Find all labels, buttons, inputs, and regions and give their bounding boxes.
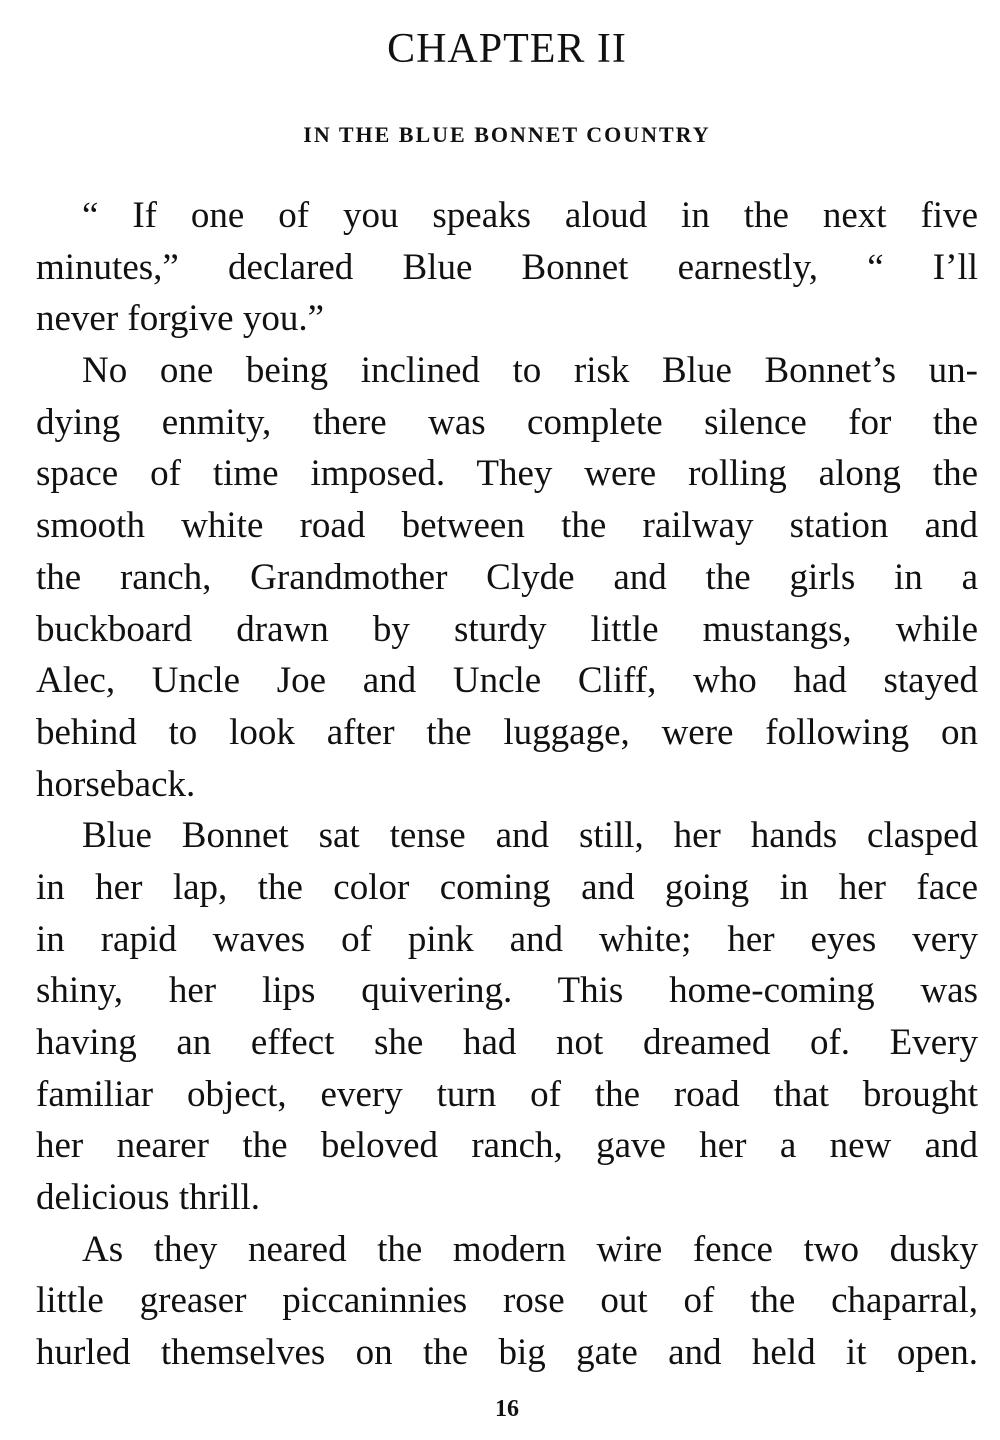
text-line: “ If one of you speaks aloud in the next five xyxy=(82,195,978,236)
chapter-number: CHAPTER II xyxy=(387,26,627,72)
text-line: Alec, Uncle Joe and Uncle Cliff, who had stayed xyxy=(36,660,978,702)
text-line: never forgive you.” xyxy=(36,298,325,340)
text-line: minutes,” declared Blue Bonnet earnestly, “ I’ll xyxy=(36,246,978,288)
paragraph xyxy=(36,1224,978,1379)
text-line: the ranch, Grandmother Clyde and the girls in a xyxy=(36,556,978,598)
text-line: hurled themselves on the big gate and held it open. xyxy=(36,1332,978,1374)
text-line: her nearer the beloved ranch, gave her a new and xyxy=(36,1125,978,1167)
text-line: familiar object, every turn of the road that brought xyxy=(36,1073,978,1115)
text-line: As they neared the modern wire fence two dusky xyxy=(82,1228,978,1270)
paragraph xyxy=(36,345,978,810)
text-line: buckboard drawn by sturdy little mustangs, while xyxy=(36,608,978,650)
paragraph xyxy=(36,810,978,1224)
page-number: 16 xyxy=(495,1396,519,1422)
body-text xyxy=(36,190,978,1379)
text-line: smooth white road between the railway station and xyxy=(36,505,978,547)
text-line: in her lap, the color coming and going in her face xyxy=(36,866,978,908)
text-line: in rapid waves of pink and white; her eyes very xyxy=(36,918,978,960)
text-line: No one being inclined to risk Blue Bonnet’s un- xyxy=(82,350,978,392)
text-line: space of time imposed. They were rolling along the xyxy=(36,453,978,495)
chapter-title: IN THE BLUE BONNET COUNTRY xyxy=(303,122,711,147)
text-line: having an effect she had not dreamed of. Every xyxy=(36,1022,978,1063)
text-line: behind to look after the luggage, were following on xyxy=(36,711,978,753)
book-page xyxy=(36,0,978,1440)
paragraph xyxy=(36,190,978,345)
text-line: shiny, her lips quivering. This home-coming was xyxy=(36,970,978,1012)
text-line: delicious thrill. xyxy=(36,1177,261,1219)
text-line: dying enmity, there was complete silence for the xyxy=(36,401,978,443)
text-line: Blue Bonnet sat tense and still, her hands clasped xyxy=(82,815,978,857)
text-line: little greaser piccaninnies rose out of the chaparral, xyxy=(36,1280,978,1322)
text-line: horseback. xyxy=(36,763,196,805)
